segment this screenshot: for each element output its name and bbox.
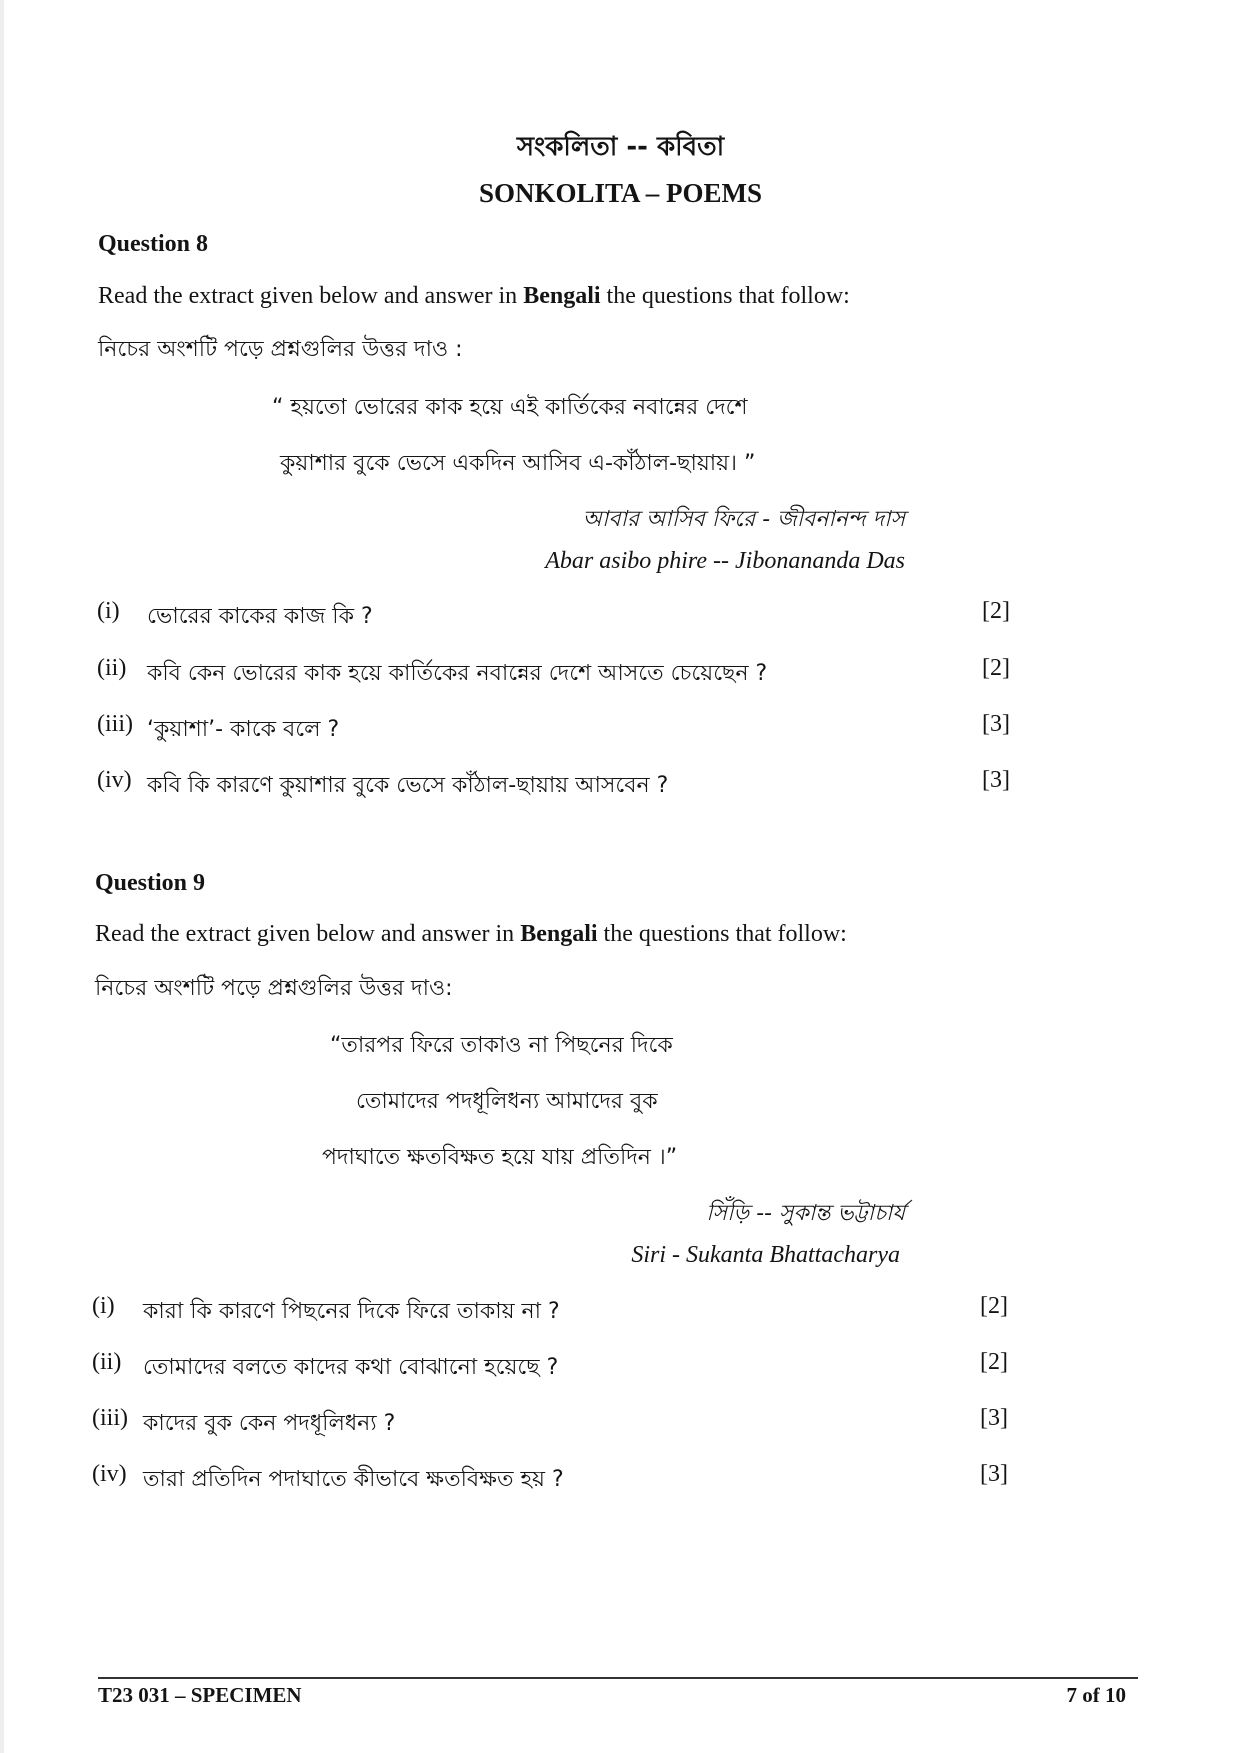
question-8-item-4-marks: [3] xyxy=(982,767,1010,793)
question-8-item-2-number: (ii) xyxy=(97,655,127,681)
question-8-item-3-marks: [3] xyxy=(982,711,1010,737)
question-8-heading: Question 8 xyxy=(98,231,209,257)
footer-rule xyxy=(98,1677,1138,1679)
question-9-extract-line-3: পদাঘাতে ক্ষতবিক্ষত হয়ে যায় প্রতিদিন ।” xyxy=(322,1145,678,1170)
question-9-heading: Question 9 xyxy=(95,870,206,896)
question-9-source-bengali: সিঁড়ি -- সুকান্ত ভট্টাচার্য xyxy=(706,1201,905,1226)
question-8-item-2-marks: [2] xyxy=(982,655,1010,681)
section-english-title: SONKOLITA – POEMS xyxy=(478,178,763,208)
question-8-bengali-instruction: নিচের অংশটি পড়ে প্রশ্নগুলির উত্তর দাও : xyxy=(98,337,463,362)
question-9-bengali-instruction: নিচের অংশটি পড়ে প্রশ্নগুলির উত্তর দাও: xyxy=(95,976,453,1001)
question-9-item-1-marks: [2] xyxy=(980,1293,1008,1319)
question-9-item-3-marks: [3] xyxy=(980,1405,1008,1431)
question-8-extract-line-1: “ হয়তো ভোরের কাক হয়ে এই কার্তিকের নবান্নের দেশে xyxy=(272,395,748,420)
question-8-item-4-text: কবি কি কারণে কুয়াশার বুকে ভেসে কাঁঠাল-ছায়ায় আসবেন ? xyxy=(147,773,669,798)
question-9-item-1-number: (i) xyxy=(92,1293,115,1319)
question-8-source-bengali: আবার আসিব ফিরে - জীবনানন্দ দাস xyxy=(582,507,905,532)
question-9-item-4-number: (iv) xyxy=(92,1461,127,1487)
question-8-source-english: Abar asibo phire -- Jibonananda Das xyxy=(545,548,905,574)
section-bengali-title: সংকলিতা -- কবিতা xyxy=(516,132,725,162)
footer-paper-code: T23 031 – SPECIMEN xyxy=(98,1683,302,1707)
question-9-item-1-text: কারা কি কারণে পিছনের দিকে ফিরে তাকায় না ? xyxy=(143,1299,560,1324)
question-8-item-1-number: (i) xyxy=(97,598,120,624)
question-9-extract-line-1: “তারপর ফিরে তাকাও না পিছনের দিকে xyxy=(330,1033,673,1058)
question-9-item-4-marks: [3] xyxy=(980,1461,1008,1487)
question-8-item-1-marks: [2] xyxy=(982,598,1010,624)
question-9-item-2-marks: [2] xyxy=(980,1349,1008,1375)
question-8-extract-line-2: কুয়াশার বুকে ভেসে একদিন আসিব এ-কাঁঠাল-ছায়ায়। ” xyxy=(280,451,756,476)
scan-edge xyxy=(0,0,4,1753)
question-9-item-3-text: কাদের বুক কেন পদধূলিধন্য ? xyxy=(143,1411,396,1436)
question-8-instruction: Read the extract given below and answer in Bengali the questions that follow: xyxy=(98,283,850,309)
question-8-item-4-number: (iv) xyxy=(97,767,132,793)
question-8-item-1-text: ভোরের কাকের কাজ কি ? xyxy=(147,604,373,629)
question-9-source-english: Siri - Sukanta Bhattacharya xyxy=(631,1242,900,1268)
question-8-item-3-number: (iii) xyxy=(97,711,133,737)
question-9-item-2-number: (ii) xyxy=(92,1349,122,1375)
question-9-item-2-text: তোমাদের বলতে কাদের কথা বোঝানো হয়েছে ? xyxy=(143,1355,559,1380)
question-9-item-4-text: তারা প্রতিদিন পদাঘাতে কীভাবে ক্ষতবিক্ষত হয় ? xyxy=(143,1467,564,1492)
question-8-item-3-text: ‘কুয়াশা’- কাকে বলে ? xyxy=(147,717,340,742)
question-9-instruction: Read the extract given below and answer in Bengali the questions that follow: xyxy=(95,921,847,947)
question-9-extract-line-2: তোমাদের পদধূলিধন্য আমাদের বুক xyxy=(356,1089,658,1114)
footer-page-number: 7 of 10 xyxy=(1066,1683,1126,1707)
question-8-item-2-text: কবি কেন ভোরের কাক হয়ে কার্তিকের নবান্নের দেশে আসতে চেয়েছেন ? xyxy=(147,661,768,686)
question-9-item-3-number: (iii) xyxy=(92,1405,128,1431)
